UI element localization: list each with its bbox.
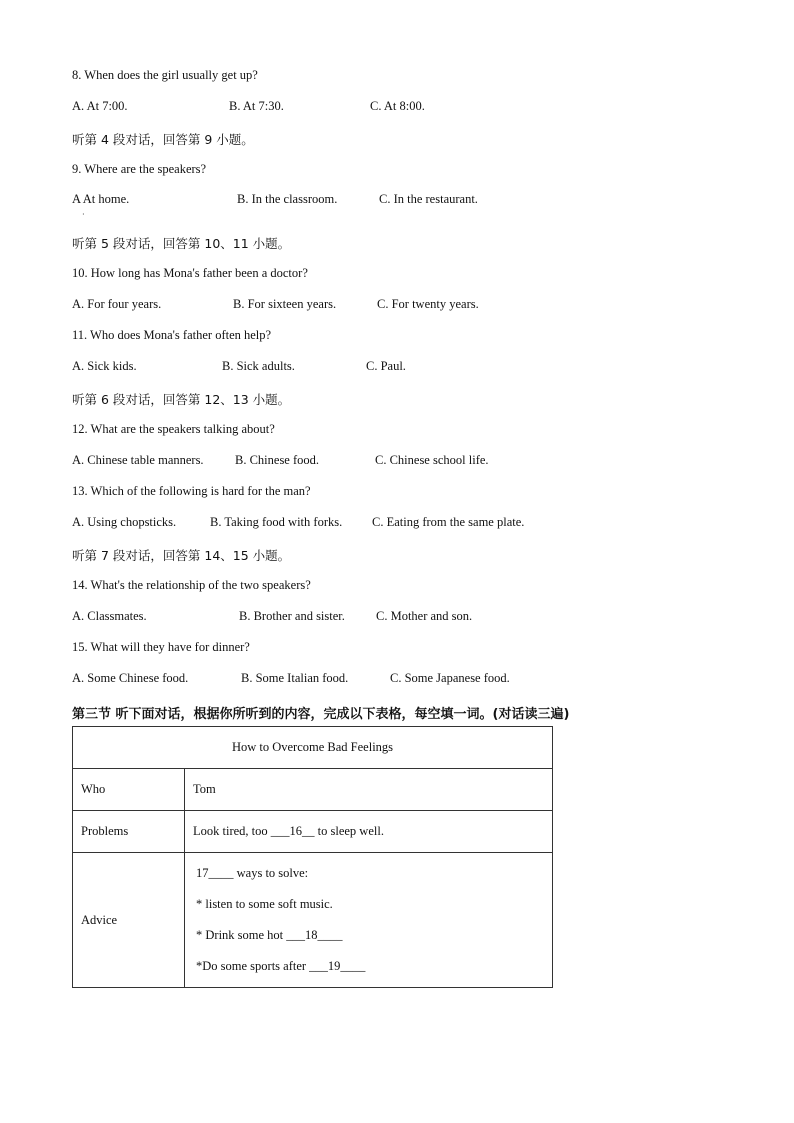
advice-line-19: *Do some sports after ___19____ [196, 959, 366, 973]
q10-option-c: C. For twenty years. [377, 297, 479, 311]
q9-option-b: B. In the classroom. [237, 192, 338, 206]
q8-option-b: B. At 7:30. [229, 99, 284, 113]
q11-option-a: A. Sick kids. [72, 359, 137, 373]
section-instruction-4: 听第 4 段对话，回答第 9 小题。 [72, 132, 254, 147]
advice-cell [185, 853, 553, 988]
q12-option-c: C. Chinese school life. [375, 453, 489, 467]
question-10: 10. How long has Mona's father been a doctor? [72, 266, 308, 280]
q12-option-b: B. Chinese food. [235, 453, 320, 467]
q14-option-b: B. Brother and sister. [239, 609, 345, 623]
advice-line-18: * Drink some hot ___18____ [196, 928, 343, 942]
stray-dot: · [82, 210, 85, 219]
question-14: 14. What's the relationship of the two speakers? [72, 578, 311, 592]
question-8: 8. When does the girl usually get up? [72, 68, 258, 82]
q10-option-a: A. For four years. [72, 297, 162, 311]
q13-option-c: C. Eating from the same plate. [372, 515, 525, 529]
q15-option-b: B. Some Italian food. [241, 671, 349, 685]
q11-option-c: C. Paul. [366, 359, 406, 373]
problems-label: Problems [73, 811, 185, 853]
q11-option-b: B. Sick adults. [222, 359, 295, 373]
question-15: 15. What will they have for dinner? [72, 640, 250, 654]
question-11: 11. Who does Mona's father often help? [72, 328, 272, 342]
q15-option-a: A. Some Chinese food. [72, 671, 189, 685]
section-instruction-6: 听第 6 段对话，回答第 12、13 小题。 [72, 392, 291, 407]
q9-option-c: C. In the restaurant. [379, 192, 478, 206]
problems-value: Look tired, too ___16__ to sleep well. [185, 811, 553, 853]
who-label: Who [73, 769, 185, 811]
q9-option-a: A At home. [72, 192, 130, 206]
advice-line-17: 17____ ways to solve: [196, 866, 309, 880]
q14-option-c: C. Mother and son. [376, 609, 473, 623]
part3-heading: 第三节 听下面对话，根据你所听到的内容，完成以下表格，每空填一词。(对话读三遍) [72, 707, 570, 722]
table-title: How to Overcome Bad Feelings [73, 727, 553, 769]
q13-option-b: B. Taking food with forks. [210, 515, 343, 529]
feelings-table [72, 726, 553, 988]
q15-option-c: C. Some Japanese food. [390, 671, 510, 685]
q13-option-a: A. Using chopsticks. [72, 515, 177, 529]
q8-option-c: C. At 8:00. [370, 99, 425, 113]
who-value: Tom [185, 769, 553, 811]
q10-option-b: B. For sixteen years. [233, 297, 337, 311]
question-9: 9. Where are the speakers? [72, 162, 207, 176]
q8-option-a: A. At 7:00. [72, 99, 128, 113]
q12-option-a: A. Chinese table manners. [72, 453, 204, 467]
advice-label: Advice [73, 853, 185, 988]
q14-option-a: A. Classmates. [72, 609, 147, 623]
section-instruction-7: 听第 7 段对话，回答第 14、15 小题。 [72, 548, 291, 563]
question-13: 13. Which of the following is hard for the man? [72, 484, 311, 498]
section-instruction-5: 听第 5 段对话，回答第 10、11 小题。 [72, 236, 291, 251]
advice-line-music: * listen to some soft music. [196, 897, 333, 911]
question-12: 12. What are the speakers talking about? [72, 422, 275, 436]
